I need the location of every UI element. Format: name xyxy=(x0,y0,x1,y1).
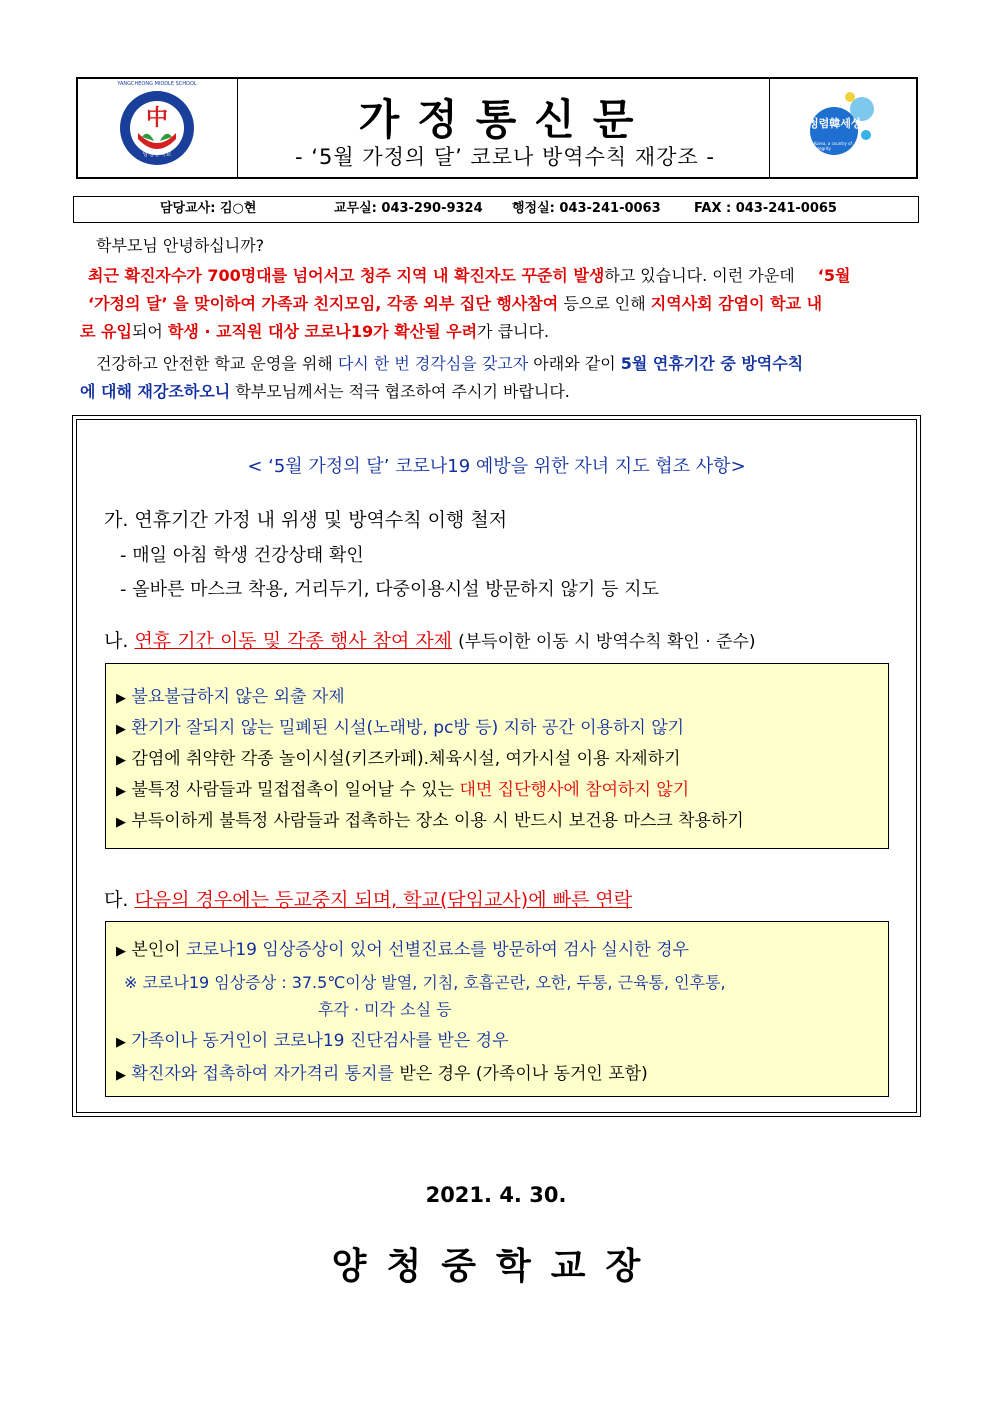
section-b-item-4-text: 불특정 사람들과 밀접접촉이 일어날 수 있는 xyxy=(131,780,455,800)
section-b-heading xyxy=(104,626,756,653)
section-c-note-1: ※ 코로나19 임상증상 : 37.5℃이상 발열, 기침, 호흡곤란, 오한, 두통, 근육통, 인후통, xyxy=(124,973,726,992)
section-b-prefix: 나. xyxy=(104,630,129,652)
section-b-item-5-text: 부득이하게 xyxy=(131,811,214,831)
bullet-triangle-icon: ▶ xyxy=(116,1035,126,1050)
header-table xyxy=(76,77,918,179)
intro2-blue-1: 다시 한 번 경각심을 갖고자 xyxy=(337,354,529,373)
intro-red-4: 지역사회 감염이 학교 내 xyxy=(650,294,823,313)
page-subtitle: - ‘5월 가정의 달’ 코로나 방역수칙 재강조 - xyxy=(295,145,715,169)
intro-line-2 xyxy=(80,290,920,318)
section-c-note-2: 후각 · 미각 소실 등 xyxy=(318,1000,452,1019)
principal-signature: 양청중학교장 xyxy=(331,1246,661,1287)
intro2-text-2: 아래와 같이 xyxy=(533,354,616,373)
section-b-item-5-bold: 불특정 사람들과 접촉하는 장소 이용 시 반드시 보건용 마스크 착용하기 xyxy=(218,811,744,831)
intro2-text-1: 건강하고 안전한 학교 운영을 위해 xyxy=(96,354,333,373)
bullet-triangle-icon: ▶ xyxy=(116,691,126,706)
intro-red-2: ‘5월 xyxy=(817,266,851,285)
section-c-item-1-text: 본인이 xyxy=(131,940,181,960)
section-b-suffix: (부득이한 이동 시 방역수칙 확인 · 준수) xyxy=(458,632,756,652)
bullet-triangle-icon: ▶ xyxy=(116,1068,126,1083)
intro2-line-2 xyxy=(80,378,920,406)
intro2-blue-2: 5월 연휴기간 중 방역수칙 xyxy=(620,354,804,373)
issue-date: 2021. 4. 30. xyxy=(425,1183,567,1207)
bullet-triangle-icon: ▶ xyxy=(116,944,126,959)
intro-red-6: 학생 · 교직원 대상 코로나19가 확산될 우려 xyxy=(167,322,478,341)
bullet-triangle-icon: ▶ xyxy=(116,753,126,768)
intro-text-3: 되어 xyxy=(131,322,163,341)
section-c-item-3-blue: 확진자와 접촉하여 자가격리 통지를 xyxy=(131,1064,394,1084)
section-b-item-2 xyxy=(116,713,684,738)
intro2-line-1 xyxy=(80,350,920,378)
integrity-logo-cell xyxy=(769,79,916,177)
page-title: 가정통신문 xyxy=(358,95,652,144)
school-logo-bottom-text: 양청중학교 xyxy=(142,151,172,158)
section-c-item-1-blue: 코로나19 임상증상이 있어 선별진료소를 방문하여 검사 실시한 경우 xyxy=(186,940,689,960)
section-c-item-2 xyxy=(116,1026,509,1051)
section-b-red: 연휴 기간 이동 및 각종 행사 참여 자제 xyxy=(134,630,453,652)
intro-paragraph-2 xyxy=(80,350,920,406)
intro-red-1: 최근 확진자수가 700명대를 넘어서고 청주 지역 내 확진자도 꾸준히 발생 xyxy=(88,266,605,285)
integrity-logo-subtext: Korea, a country of integrity xyxy=(814,141,853,151)
contact-admin: 행정실: 043-241-0063 xyxy=(512,201,661,216)
section-a-item-2: - 올바른 마스크 착용, 거리두기, 다중이용시설 방문하지 않기 등 지도 xyxy=(120,579,659,600)
section-c-item-3-text: 받은 경우 (가족이나 동거인 포함) xyxy=(399,1064,648,1084)
section-c-item-2-text: 가족이나 동거인이 코로나19 진단검사를 받은 경우 xyxy=(131,1031,509,1051)
section-a-suffix: 철저 xyxy=(470,509,508,531)
bullet-triangle-icon: ▶ xyxy=(116,784,126,799)
section-c-prefix: 다. xyxy=(104,889,129,911)
section-b-item-3-text: 감염에 취약한 각종 놀이시설(키즈카페).체육시설, 여가시설 이용 자제하기 xyxy=(131,749,681,769)
section-a-prefix: 가. 연휴기간 xyxy=(104,509,208,531)
guide-title: < ‘5월 가정의 달’ 코로나19 예방을 위한 자녀 지도 협조 사항> xyxy=(247,456,746,477)
intro2-text-3: 학부모님께서는 적극 협조하여 주시기 바랍니다. xyxy=(235,382,570,401)
intro-paragraph-1 xyxy=(80,262,920,346)
school-logo-ring-text: YANGCHEONG MIDDLE SCHOOL xyxy=(117,81,197,87)
intro-red-3: ‘가정의 달’ 을 맞이하여 가족과 친지모임, 각종 외부 집단 행사참여 xyxy=(88,294,559,313)
intro2-blue-3: 에 대해 재강조하오니 xyxy=(80,382,231,401)
contact-teacher: 담당교사: 김○현 xyxy=(160,201,257,216)
section-c-red: 다음의 경우에는 등교중지 되며, 학교(담임교사)에 빠른 연락 xyxy=(134,889,633,911)
section-b-item-4 xyxy=(116,775,689,800)
intro-text-4: 가 큽니다. xyxy=(477,322,550,341)
section-a-item-1: - 매일 아침 학생 건강상태 확인 xyxy=(120,545,364,566)
intro-text-1: 하고 있습니다. 이런 가운데 xyxy=(604,266,795,285)
section-b-item-3 xyxy=(116,744,681,769)
intro-red-5: 로 유입 xyxy=(80,322,132,341)
section-b-item-4-red: 대면 집단행사에 참여하지 않기 xyxy=(459,780,690,800)
section-a-heading xyxy=(104,505,507,532)
greeting: 학부모님 안녕하십니까? xyxy=(96,236,265,255)
section-b-item-1-text: 불요불급하지 않은 외출 자제 xyxy=(131,687,345,707)
school-logo-center: 中 xyxy=(145,106,168,131)
section-b-item-1 xyxy=(116,682,345,707)
intro-text-2: 등으로 인해 xyxy=(563,294,646,313)
integrity-logo-text: 청렴韓세상 xyxy=(808,117,862,130)
section-c-heading xyxy=(104,885,632,912)
section-b-item-5 xyxy=(116,806,744,831)
section-c-item-3 xyxy=(116,1059,648,1084)
contact-office: 교무실: 043-290-9324 xyxy=(334,201,483,216)
section-c-item-1 xyxy=(116,935,689,960)
intro-line-1 xyxy=(80,262,920,290)
contact-fax: FAX : 043-241-0065 xyxy=(694,201,837,216)
school-logo-cell xyxy=(78,79,238,177)
bullet-triangle-icon: ▶ xyxy=(116,815,126,830)
section-a-bold: 가정 내 위생 및 방역수칙 이행 xyxy=(213,509,465,531)
contact-bar xyxy=(73,196,919,223)
bullet-triangle-icon: ▶ xyxy=(116,722,126,737)
section-b-item-2-text: 환기가 잘되지 않는 밀폐된 시설(노래방, pc방 등) 지하 공간 이용하지 않기 xyxy=(131,718,685,738)
intro-line-3 xyxy=(80,318,920,346)
